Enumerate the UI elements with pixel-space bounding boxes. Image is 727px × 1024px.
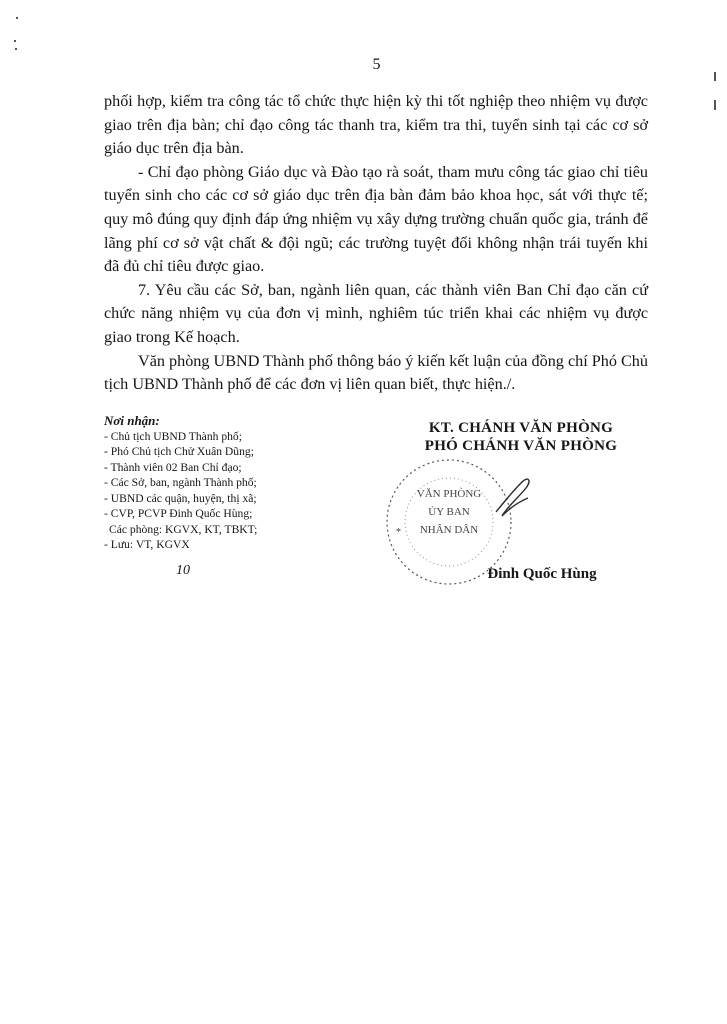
signer-name: Đinh Quốc Hùng (487, 566, 597, 582)
signer-title-primary: KT. CHÁNH VĂN PHÒNG (428, 420, 614, 436)
recipient-item: - Lưu: VT, KGVX (104, 538, 190, 551)
paragraph: - Chỉ đạo phòng Giáo dục và Đào tạo rà soát, tham mưu công tác giao chỉ tiêu tuyển sinh cho các cơ sở giáo dục trên địa bàn đảm bảo khoa học, sát với thực tế; quy mô đúng quy định đáp ứng nhiệm vụ xây dựng trường chuẩn quốc gia, tránh để lãng phí cơ sở vật chất & đội ngũ; các trường tuyệt đối không nhận trái tuyến khi đã đủ chỉ tiêu được giao. (104, 162, 648, 276)
scan-speck (714, 72, 716, 81)
handwritten-signature (488, 472, 538, 527)
handwritten-note: 10 (176, 563, 190, 578)
seal-text-line: VĂN PHÒNG (416, 488, 482, 500)
page-number: 5 (372, 56, 381, 73)
recipients-list (104, 413, 257, 553)
paragraph: Văn phòng UBND Thành phố thông báo ý kiến kết luận của đồng chí Phó Chủ tịch UBND Thành phố để các đơn vị liên quan biết, thực hiện./. (104, 351, 648, 394)
seal-text-line: ỦY BAN (428, 506, 470, 518)
paragraph: phối hợp, kiểm tra công tác tổ chức thực hiện kỳ thi tốt nghiệp theo nhiệm vụ được giao trên địa bàn; chỉ đạo công tác thanh tra, kiểm tra thi, tuyển sinh tại các cơ sở giáo dục trên địa bàn. (104, 92, 648, 158)
recipient-item: - Phó Chủ tịch Chử Xuân Dũng; (104, 445, 254, 458)
paragraph: 7. Yêu cầu các Sở, ban, ngành liên quan, các thành viên Ban Chỉ đạo căn cứ chức năng nhiệm vụ của đơn vị mình, nghiêm túc triển khai các nhiệm vụ được giao trong Kế hoạch. (104, 280, 648, 346)
recipient-item: - CVP, PCVP Đinh Quốc Hùng; (104, 507, 253, 520)
recipients-heading: Nơi nhận: (104, 413, 160, 428)
recipient-item: - Thành viên 02 Ban Chỉ đạo; (104, 460, 242, 474)
scan-speck (714, 100, 716, 110)
recipient-item: - Chủ tịch UBND Thành phố; (104, 429, 242, 443)
scan-speck (14, 40, 16, 42)
recipient-item: - UBND các quận, huyện, thị xã; (104, 491, 257, 505)
body-text (104, 90, 648, 397)
scan-speck (15, 48, 17, 50)
signature-block (376, 420, 666, 455)
seal-star: * (396, 527, 401, 538)
signer-title-secondary: PHÓ CHÁNH VĂN PHÒNG (424, 438, 618, 454)
scan-speck (16, 17, 18, 19)
recipient-item: - Các Sở, ban, ngành Thành phố; (104, 476, 257, 489)
seal-text-line: NHÂN DÂN (419, 524, 479, 536)
recipient-item: Các phòng: KGVX, KT, TBKT; (109, 522, 258, 536)
